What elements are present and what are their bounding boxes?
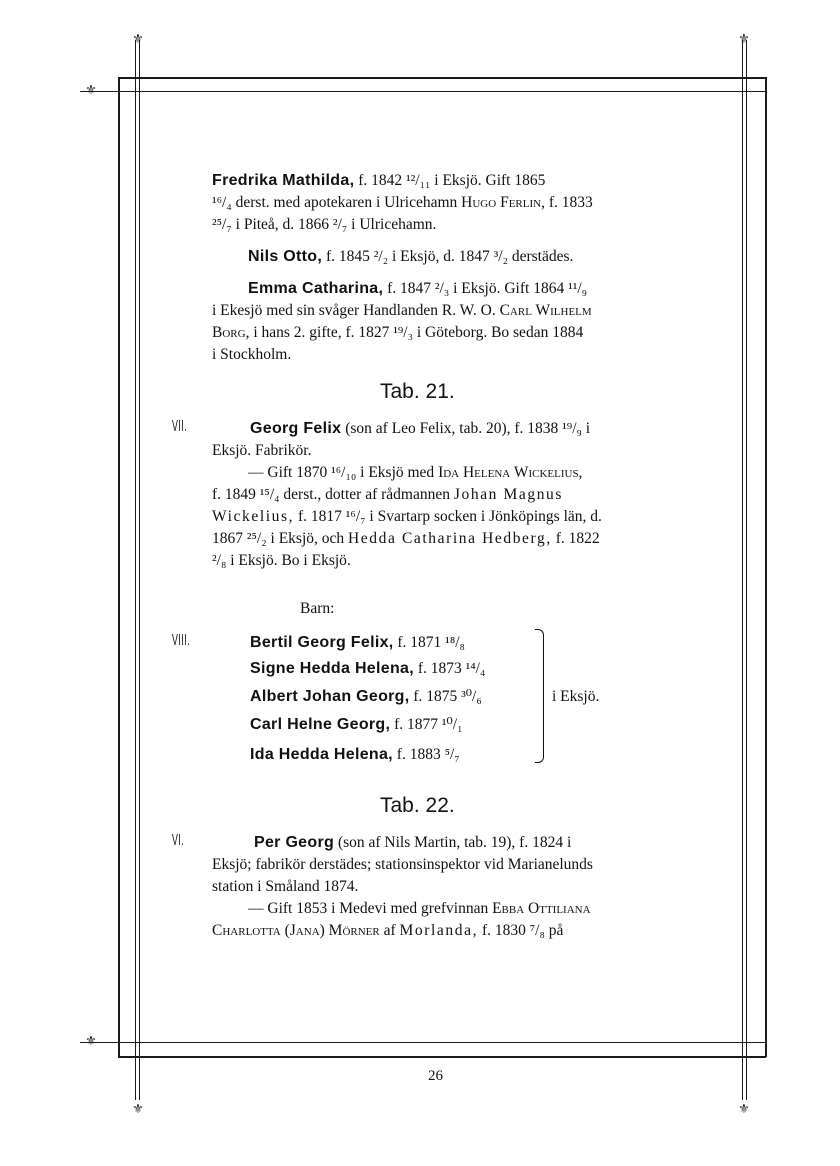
frame-top-outer <box>118 77 766 79</box>
entry-text: station i Småland 1874. <box>212 878 359 895</box>
frame-left-outer <box>118 77 120 1057</box>
entry-text: (son af Nils Martin, tab. 19), f. 1824 i <box>334 834 572 851</box>
entry-per-georg-line5 <box>212 920 563 942</box>
page-number: 26 <box>428 1068 443 1084</box>
entry-fredrika-line3 <box>212 214 436 236</box>
child-row <box>250 714 462 736</box>
person-name-smallcaps: Ida Helena Wickelius, <box>438 464 583 481</box>
person-name-smallcaps: Hugo Ferlin <box>461 194 542 211</box>
entry-text: 1867 ²⁵/₂ i Eksjö, och <box>212 530 349 547</box>
frame-bottom-inner <box>80 1042 766 1043</box>
fleur-ornament-icon: ⚜ <box>132 32 144 47</box>
frame-right-outer <box>765 77 767 1057</box>
entry-emma-line2 <box>212 300 592 322</box>
entry-per-georg <box>254 832 571 854</box>
entry-per-georg-line4 <box>248 898 591 920</box>
entry-text: Eksjö; fabrikör derstädes; stationsinspektor vid Marianelunds <box>212 856 593 873</box>
entry-text: f. 1875 ³⁰/₆ <box>409 688 482 705</box>
entry-text: f. 1830 ⁷/₈ på <box>478 922 564 939</box>
frame-top-inner <box>80 91 766 92</box>
frame-bottom-outer <box>118 1056 766 1058</box>
children-label: Barn: <box>300 600 335 617</box>
generation-numeral: VI. <box>172 832 185 849</box>
entry-text: i Ekesjö med sin svåger Handlanden R. W. O. <box>212 302 500 319</box>
fleur-ornament-icon: ⚜ <box>85 1034 97 1049</box>
entry-text: f. 1822 <box>551 530 600 547</box>
person-name-spaced: Wickelius, <box>212 508 295 525</box>
children-brace <box>535 629 544 763</box>
entry-text: af <box>379 922 400 939</box>
entry-emma <box>248 278 587 300</box>
entry-text: — Gift 1853 i Medevi med grefvinnan <box>248 900 493 917</box>
entry-georg-felix-line6 <box>212 528 600 550</box>
children-place: i Eksjö. <box>552 688 600 705</box>
fleur-ornament-icon: ⚜ <box>85 83 97 98</box>
fleur-ornament-icon: ⚜ <box>738 32 750 47</box>
entry-georg-felix-line4 <box>212 484 563 506</box>
entry-text: f. 1817 ¹⁶/₇ i Svartarp socken i Jönköpings län, d. <box>294 508 602 525</box>
fleur-ornament-icon: ⚜ <box>738 1102 750 1117</box>
entry-text: , i hans 2. gifte, f. 1827 ¹⁹/₃ i Göteborg. Bo sedan 1884 <box>245 324 584 341</box>
person-name-smallcaps: Charlotta (Jana) Mörner <box>212 922 380 939</box>
person-name-smallcaps: Ebba Ottiliana <box>492 900 591 917</box>
entry-text: (son af Leo Felix, tab. 20), f. 1838 ¹⁹/₉ i <box>341 420 591 437</box>
entry-emma-line3 <box>212 322 583 344</box>
frame-left-inner <box>135 40 136 1100</box>
entry-text: f. 1845 ²/₂ i Eksjö, d. 1847 ³/₂ derstädes. <box>322 248 574 265</box>
entry-text: ²⁵/₇ i Piteå, d. 1866 ²/₇ i Ulricehamn. <box>212 216 437 233</box>
child-row <box>250 632 465 654</box>
child-row <box>250 686 482 708</box>
person-name-smallcaps: Carl Wilhelm <box>499 302 592 319</box>
person-name: Bertil Georg Felix, <box>250 634 394 651</box>
person-name: Per Georg <box>254 834 335 851</box>
entry-per-georg-line3 <box>212 876 358 898</box>
person-name: Albert Johan Georg, <box>250 688 410 705</box>
entry-text: f. 1842 ¹²/₁₁ i Eksjö. Gift 1865 <box>354 172 546 189</box>
entry-georg-felix-line7 <box>212 550 351 572</box>
person-name-spaced: Morlanda, <box>399 922 479 939</box>
person-name: Fredrika Mathilda, <box>212 172 355 189</box>
person-name: Ida Hedda Helena, <box>250 746 393 763</box>
entry-text: Eksjö. Fabrikör. <box>212 442 312 459</box>
person-name-spaced: Johan Magnus <box>453 486 564 503</box>
section-heading-tab22: Tab. 22. <box>380 794 455 817</box>
child-row <box>250 658 485 680</box>
entry-georg-felix-line3 <box>248 462 582 484</box>
entry-emma-line4 <box>212 344 291 366</box>
section-heading-tab21: Tab. 21. <box>380 380 455 403</box>
person-name-spaced: Hedda Catharina Hedberg, <box>348 530 552 547</box>
entry-text: i Stockholm. <box>212 346 292 363</box>
person-name: Signe Hedda Helena, <box>250 660 414 677</box>
entry-nils-otto <box>248 246 573 268</box>
fleur-ornament-icon: ⚜ <box>132 1102 144 1117</box>
frame-right-inner2 <box>746 40 747 1100</box>
person-name-smallcaps: Borg <box>212 324 246 341</box>
person-name: Carl Helne Georg, <box>250 716 391 733</box>
entry-fredrika-line2 <box>212 192 593 214</box>
entry-georg-felix-line2 <box>212 440 311 462</box>
entry-text: — Gift 1870 ¹⁶/₁₀ i Eksjö med <box>248 464 439 481</box>
child-row <box>250 744 460 766</box>
person-name: Georg Felix <box>250 420 342 437</box>
entry-text: ²/₈ i Eksjö. Bo i Eksjö. <box>212 552 351 569</box>
frame-left-inner2 <box>139 40 140 1100</box>
entry-text: f. 1877 ¹⁰/₁ <box>390 716 463 733</box>
entry-georg-felix-line5 <box>212 506 602 528</box>
frame-right-inner <box>742 40 743 1100</box>
entry-per-georg-line2 <box>212 854 593 876</box>
entry-text: , f. 1833 <box>541 194 593 211</box>
person-name: Emma Catharina, <box>248 280 384 297</box>
entry-georg-felix <box>250 418 590 440</box>
entry-text: f. 1849 ¹⁵/₄ derst., dotter af rådmannen <box>212 486 454 503</box>
entry-text: ¹⁶/₄ derst. med apotekaren i Ulricehamn <box>212 194 462 211</box>
generation-numeral: VII. <box>172 418 188 435</box>
entry-text: f. 1847 ²/₃ i Eksjö. Gift 1864 ¹¹/₉ <box>383 280 588 297</box>
entry-text: f. 1873 ¹⁴/₄ <box>413 660 486 677</box>
generation-numeral: VIII. <box>172 632 191 649</box>
entry-text: f. 1871 ¹⁸/₈ <box>393 634 465 651</box>
person-name: Nils Otto, <box>248 248 323 265</box>
entry-text: f. 1883 ⁵/₇ <box>392 746 460 763</box>
entry-fredrika <box>212 170 545 192</box>
